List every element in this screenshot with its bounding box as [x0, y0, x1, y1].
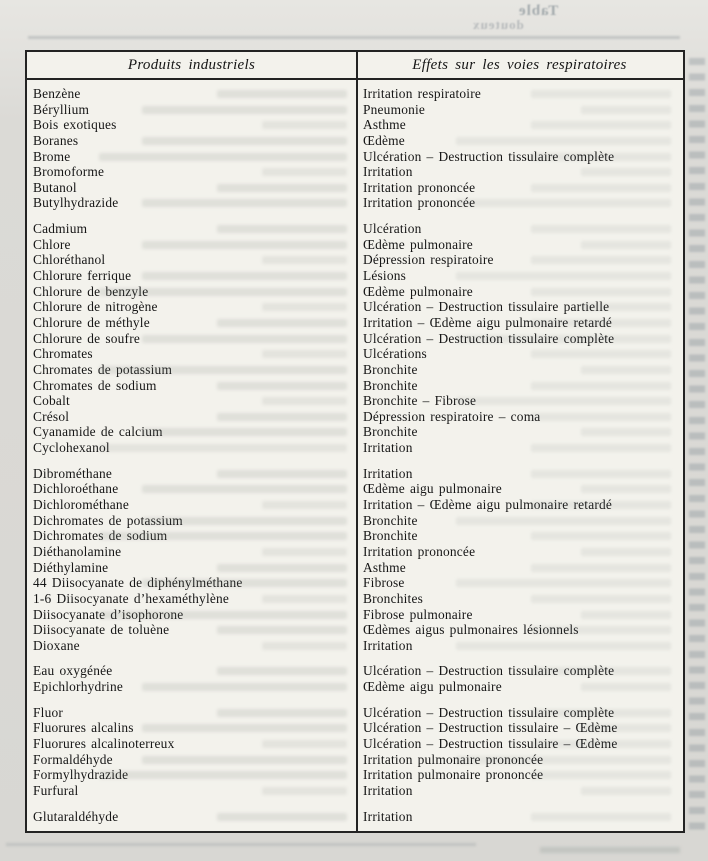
effect-cell: Œdème aigu pulmonaire — [356, 481, 683, 497]
effect-cell: Irritation — [356, 440, 683, 456]
effect-cell: Dépression respiratoire — [356, 252, 683, 268]
row-group — [27, 705, 683, 799]
product-cell: Epichlorhydrine — [27, 679, 356, 695]
table-row — [27, 252, 683, 268]
table-row — [27, 409, 683, 425]
table-row — [27, 591, 683, 607]
column-header-effects: Effets sur les voies respiratoires — [412, 56, 627, 73]
table-row — [27, 315, 683, 331]
product-cell: Chromates — [27, 346, 356, 362]
table-row — [27, 378, 683, 394]
effect-cell: Pneumonie — [356, 102, 683, 118]
effect-cell: Asthme — [356, 117, 683, 133]
product-cell: 44 Diisocyanate de diphénylméthane — [27, 575, 356, 591]
effect-cell: Bronchite — [356, 424, 683, 440]
table-row — [27, 440, 683, 456]
effect-cell: Irritation respiratoire — [356, 86, 683, 102]
table-row — [27, 513, 683, 529]
product-cell: Chlore — [27, 237, 356, 253]
product-cell: Dichloroéthane — [27, 481, 356, 497]
product-cell: Diéthylamine — [27, 560, 356, 576]
table-row — [27, 284, 683, 300]
product-cell: Furfural — [27, 783, 356, 799]
product-cell: Béryllium — [27, 102, 356, 118]
effect-cell: Bronchite – Fibrose — [356, 393, 683, 409]
effect-cell: Œdème pulmonaire — [356, 237, 683, 253]
effect-cell: Irritation pulmonaire prononcée — [356, 752, 683, 768]
table-row — [27, 663, 683, 679]
product-cell: Cyanamide de calcium — [27, 424, 356, 440]
product-cell: Butylhydrazide — [27, 195, 356, 211]
effect-cell: Lésions — [356, 268, 683, 284]
table-row — [27, 752, 683, 768]
table-row — [27, 481, 683, 497]
product-cell: Dichromates de potassium — [27, 513, 356, 529]
effect-cell: Ulcération – Destruction tissulaire complète — [356, 663, 683, 679]
bleed-through-line — [6, 843, 476, 846]
product-cell: Bois exotiques — [27, 117, 356, 133]
table-row — [27, 268, 683, 284]
product-cell: Formaldéhyde — [27, 752, 356, 768]
bleed-through-line — [540, 847, 680, 853]
effect-cell: Irritation – Œdème aigu pulmonaire retardé — [356, 315, 683, 331]
product-cell: Eau oxygénée — [27, 663, 356, 679]
product-cell: Chlorure de soufre — [27, 331, 356, 347]
table-row — [27, 720, 683, 736]
table-row — [27, 102, 683, 118]
effect-cell: Ulcérations — [356, 346, 683, 362]
effect-cell: Fibrose — [356, 575, 683, 591]
effect-cell: Ulcération – Destruction tissulaire partielle — [356, 299, 683, 315]
product-cell: Diéthanolamine — [27, 544, 356, 560]
effect-cell: Irritation prononcée — [356, 544, 683, 560]
effect-cell: Dépression respiratoire – coma — [356, 409, 683, 425]
table-row — [27, 622, 683, 638]
table-row — [27, 195, 683, 211]
effect-cell: Irritation pulmonaire prononcée — [356, 767, 683, 783]
product-cell: Dichlorométhane — [27, 497, 356, 513]
effect-cell: Ulcération — [356, 221, 683, 237]
table-row — [27, 331, 683, 347]
table-row — [27, 237, 683, 253]
product-cell: Boranes — [27, 133, 356, 149]
effect-cell: Irritation — [356, 783, 683, 799]
table-row — [27, 117, 683, 133]
table-row — [27, 560, 683, 576]
product-cell: Chlorure de benzyle — [27, 284, 356, 300]
product-cell: Chlorure ferrique — [27, 268, 356, 284]
table-row — [27, 466, 683, 482]
product-cell: Bromoforme — [27, 164, 356, 180]
product-cell: Dibrométhane — [27, 466, 356, 482]
row-group — [27, 663, 683, 694]
table-row — [27, 736, 683, 752]
bleed-through-line — [28, 36, 680, 39]
table-row — [27, 679, 683, 695]
product-cell: Brome — [27, 149, 356, 165]
table-row — [27, 497, 683, 513]
effect-cell: Asthme — [356, 560, 683, 576]
product-cell: Chromates de sodium — [27, 378, 356, 394]
product-cell: Butanol — [27, 180, 356, 196]
bleed-through-text: douteux — [472, 17, 524, 32]
table-row — [27, 393, 683, 409]
table-row — [27, 705, 683, 721]
effect-cell: Bronchite — [356, 528, 683, 544]
effect-cell: Œdème aigu pulmonaire — [356, 679, 683, 695]
product-cell: Dioxane — [27, 638, 356, 654]
product-cell: Dichromates de sodium — [27, 528, 356, 544]
effect-cell: Œdèmes aigus pulmonaires lésionnels — [356, 622, 683, 638]
effect-cell: Bronchite — [356, 378, 683, 394]
product-cell: Chlorure de nitrogène — [27, 299, 356, 315]
effect-cell: Ulcération – Destruction tissulaire complète — [356, 705, 683, 721]
table-row — [27, 767, 683, 783]
product-cell: Cobalt — [27, 393, 356, 409]
table-row — [27, 180, 683, 196]
product-cell: Fluorures alcalinoterreux — [27, 736, 356, 752]
product-cell: Crésol — [27, 409, 356, 425]
bleed-through-text: Table — [518, 3, 559, 19]
table-row — [27, 607, 683, 623]
product-cell: Chloréthanol — [27, 252, 356, 268]
row-group — [27, 221, 683, 456]
effect-cell: Irritation prononcée — [356, 195, 683, 211]
product-cell: Diisocyanate d’isophorone — [27, 607, 356, 623]
table-row — [27, 299, 683, 315]
column-header-products: Produits industriels — [127, 56, 256, 73]
product-cell: Benzène — [27, 86, 356, 102]
product-cell: Diisocyanate de toluène — [27, 622, 356, 638]
table-row — [27, 86, 683, 102]
table-row — [27, 164, 683, 180]
effect-cell: Bronchites — [356, 591, 683, 607]
effect-cell: Irritation – Œdème aigu pulmonaire retardé — [356, 497, 683, 513]
table-row — [27, 638, 683, 654]
table-row — [27, 149, 683, 165]
effects-table — [25, 50, 685, 833]
product-cell: Cadmium — [27, 221, 356, 237]
product-cell: Chromates de potassium — [27, 362, 356, 378]
table-row — [27, 809, 683, 825]
effect-cell: Fibrose pulmonaire — [356, 607, 683, 623]
effect-cell: Irritation — [356, 164, 683, 180]
effect-cell: Bronchite — [356, 362, 683, 378]
effect-cell: Irritation — [356, 638, 683, 654]
effect-cell: Œdème pulmonaire — [356, 284, 683, 300]
effect-cell: Ulcération – Destruction tissulaire complète — [356, 331, 683, 347]
row-group — [27, 86, 683, 211]
table-row — [27, 544, 683, 560]
product-cell: Cyclohexanol — [27, 440, 356, 456]
row-group — [27, 809, 683, 825]
table-row — [27, 133, 683, 149]
effect-cell: Ulcération – Destruction tissulaire – Œdème — [356, 720, 683, 736]
table-row — [27, 783, 683, 799]
effect-cell: Irritation — [356, 466, 683, 482]
table-row — [27, 575, 683, 591]
table-row — [27, 346, 683, 362]
table-row — [27, 362, 683, 378]
product-cell: Formylhydrazide — [27, 767, 356, 783]
effect-cell: Irritation prononcée — [356, 180, 683, 196]
table-row — [27, 221, 683, 237]
product-cell: Fluorures alcalins — [27, 720, 356, 736]
product-cell: Glutaraldéhyde — [27, 809, 356, 825]
effect-cell: Ulcération – Destruction tissulaire complète — [356, 149, 683, 165]
row-group — [27, 466, 683, 654]
table-row — [27, 528, 683, 544]
effect-cell: Irritation — [356, 809, 683, 825]
product-cell: Fluor — [27, 705, 356, 721]
bleed-through-margin-column — [689, 58, 705, 833]
table-body — [27, 80, 683, 824]
effect-cell: Œdème — [356, 133, 683, 149]
table-row — [27, 424, 683, 440]
effect-cell: Ulcération – Destruction tissulaire – Œdème — [356, 736, 683, 752]
table-header-row — [27, 52, 683, 80]
product-cell: Chlorure de méthyle — [27, 315, 356, 331]
effect-cell: Bronchite — [356, 513, 683, 529]
product-cell: 1-6 Diisocyanate d’hexaméthylène — [27, 591, 356, 607]
